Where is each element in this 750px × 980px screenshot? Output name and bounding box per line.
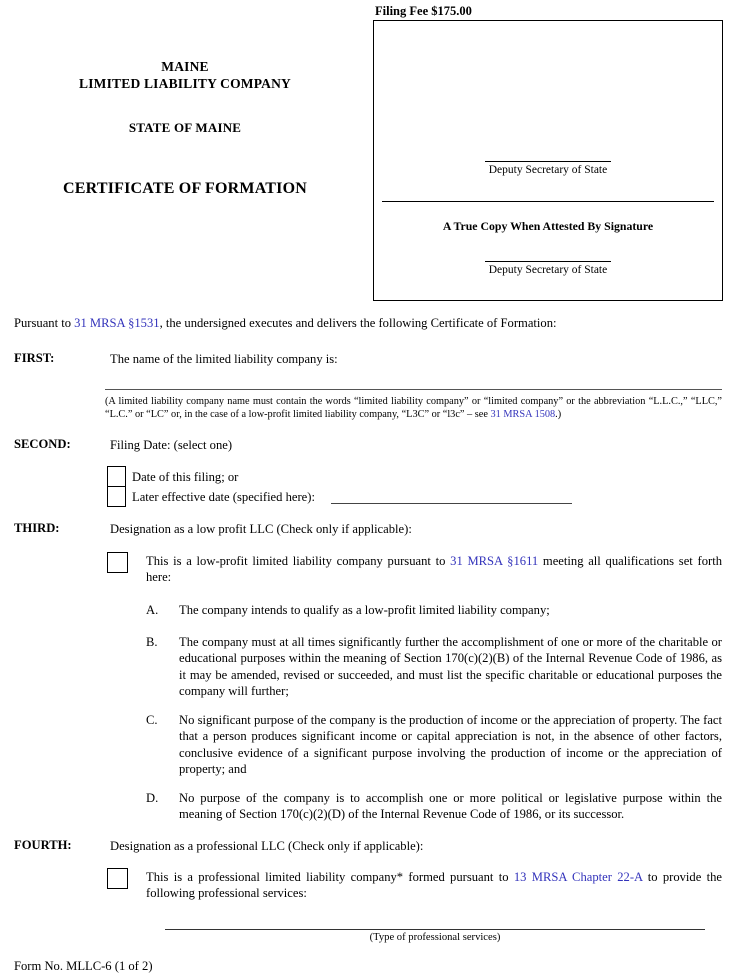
signature-slot-top	[374, 161, 722, 177]
low-profit-llc-statement	[146, 553, 722, 586]
section-label-first: FIRST:	[14, 351, 55, 365]
checkbox-date-of-this-filing[interactable]	[107, 466, 126, 487]
company-name-fineprint	[105, 395, 722, 422]
later-effective-date-input-line[interactable]	[331, 503, 572, 504]
title-line-maine: MAINE	[161, 59, 209, 74]
form-number: Form No. MLLC-6 (1 of 2)	[14, 959, 153, 973]
low-profit-text-before: This is a low-profit limited liability company pursuant to	[146, 554, 451, 568]
section-label-second: SECOND:	[14, 437, 71, 451]
intro-paragraph	[14, 315, 730, 331]
list-item-text: No significant purpose of the company is the production of income or the appreciation of property. The fact that a person produces significant income or capital appreciation is not, in the absence of other factors, conclusive evidence of a significant purpose involving the production of income or the appreciation of property; and	[179, 713, 722, 777]
title-line-llc: LIMITED LIABILITY COMPANY	[78, 76, 292, 91]
signature-rule-bottom	[485, 261, 611, 262]
intro-text-before: Pursuant to	[14, 316, 75, 330]
signature-caption-top: Deputy Secretary of State	[488, 164, 608, 176]
list-item-text: The company intends to qualify as a low-profit limited liability company;	[179, 603, 550, 617]
list-item-c	[146, 712, 722, 778]
professional-text-before: This is a professional limited liability company* formed pursuant to	[146, 870, 514, 884]
statute-link-31-mrsa-1611[interactable]: 31 MRSA §1611	[450, 554, 539, 568]
section-label-third: THIRD:	[14, 521, 60, 535]
section-text-third: Designation as a low profit LLC (Check only if applicable):	[110, 522, 412, 536]
list-item-letter: B.	[146, 635, 158, 649]
statute-link-31-mrsa-1531[interactable]: 31 MRSA §1531	[74, 316, 160, 330]
low-profit-text-after: meeting all qualifications set forth here:	[146, 554, 722, 585]
professional-llc-statement	[146, 869, 722, 902]
list-item-d	[146, 790, 722, 823]
section-text-first: The name of the limited liability company is:	[110, 352, 338, 366]
attestation-box	[373, 20, 723, 301]
list-item-letter: C.	[146, 713, 158, 727]
statute-link-13-mrsa-chapter-22a[interactable]: 13 MRSA Chapter 22-A	[513, 870, 643, 884]
attestation-divider	[382, 201, 714, 202]
section-text-fourth: Designation as a professional LLC (Check only if applicable):	[110, 839, 424, 853]
signature-slot-bottom	[374, 261, 722, 277]
professional-services-caption: (Type of professional services)	[369, 932, 501, 943]
section-label-fourth: FOURTH:	[14, 838, 72, 852]
section-text-second: Filing Date: (select one)	[110, 438, 233, 452]
professional-services-input-line[interactable]	[165, 929, 705, 930]
professional-text-after: to provide the following professional services:	[146, 870, 722, 901]
intro-text-after: , the undersigned executes and delivers the following Certificate of Formation:	[159, 316, 557, 330]
page-title: CERTIFICATE OF FORMATION	[63, 180, 307, 197]
list-item-text: The company must at all times significantly further the accomplishment of one or more of the charitable or educational purposes within the meaning of Section 170(c)(2)(B) of the Internal Revenue Code of 1986, as it may be amended, revised or succeeded, and must list the specific charitable or educational purposes the company will further;	[179, 635, 722, 699]
fineprint-text-before: (A limited liability company name must contain the words “limited liability company” or “limited company” or the abbreviation “L.L.C.,” “LLC,” “L.C.” or “LC” or, in the case of a low-profit limited liability company, “L3C” or “l3c” – see	[105, 396, 722, 421]
filing-fee-label: Filing Fee $175.00	[375, 4, 472, 18]
option-label-later-effective-date: Later effective date (specified here):	[132, 490, 315, 504]
list-item-text: No purpose of the company is to accomplish one or more political or legislative purpose within the meaning of Section 170(c)(2)(D) of the Internal Revenue Code of 1986, or its successor.	[179, 791, 722, 822]
checkbox-low-profit-llc[interactable]	[107, 552, 128, 573]
fineprint-text-after: .)	[555, 409, 562, 421]
document-title-block	[20, 58, 350, 198]
checkbox-later-effective-date[interactable]	[107, 486, 126, 507]
list-item-letter: D.	[146, 791, 159, 805]
company-name-input-line[interactable]	[105, 389, 722, 390]
list-item-a	[146, 602, 722, 618]
list-item-letter: A.	[146, 603, 159, 617]
list-item-b	[146, 634, 722, 700]
checkbox-professional-llc[interactable]	[107, 868, 128, 889]
option-label-date-of-this-filing: Date of this filing; or	[132, 470, 239, 484]
signature-caption-bottom: Deputy Secretary of State	[488, 264, 608, 276]
signature-rule-top	[485, 161, 611, 162]
title-line-state: STATE OF MAINE	[128, 120, 242, 135]
statute-link-31-mrsa-1508[interactable]: 31 MRSA 1508	[490, 409, 556, 421]
attestation-label: A True Copy When Attested By Signature	[442, 219, 654, 233]
